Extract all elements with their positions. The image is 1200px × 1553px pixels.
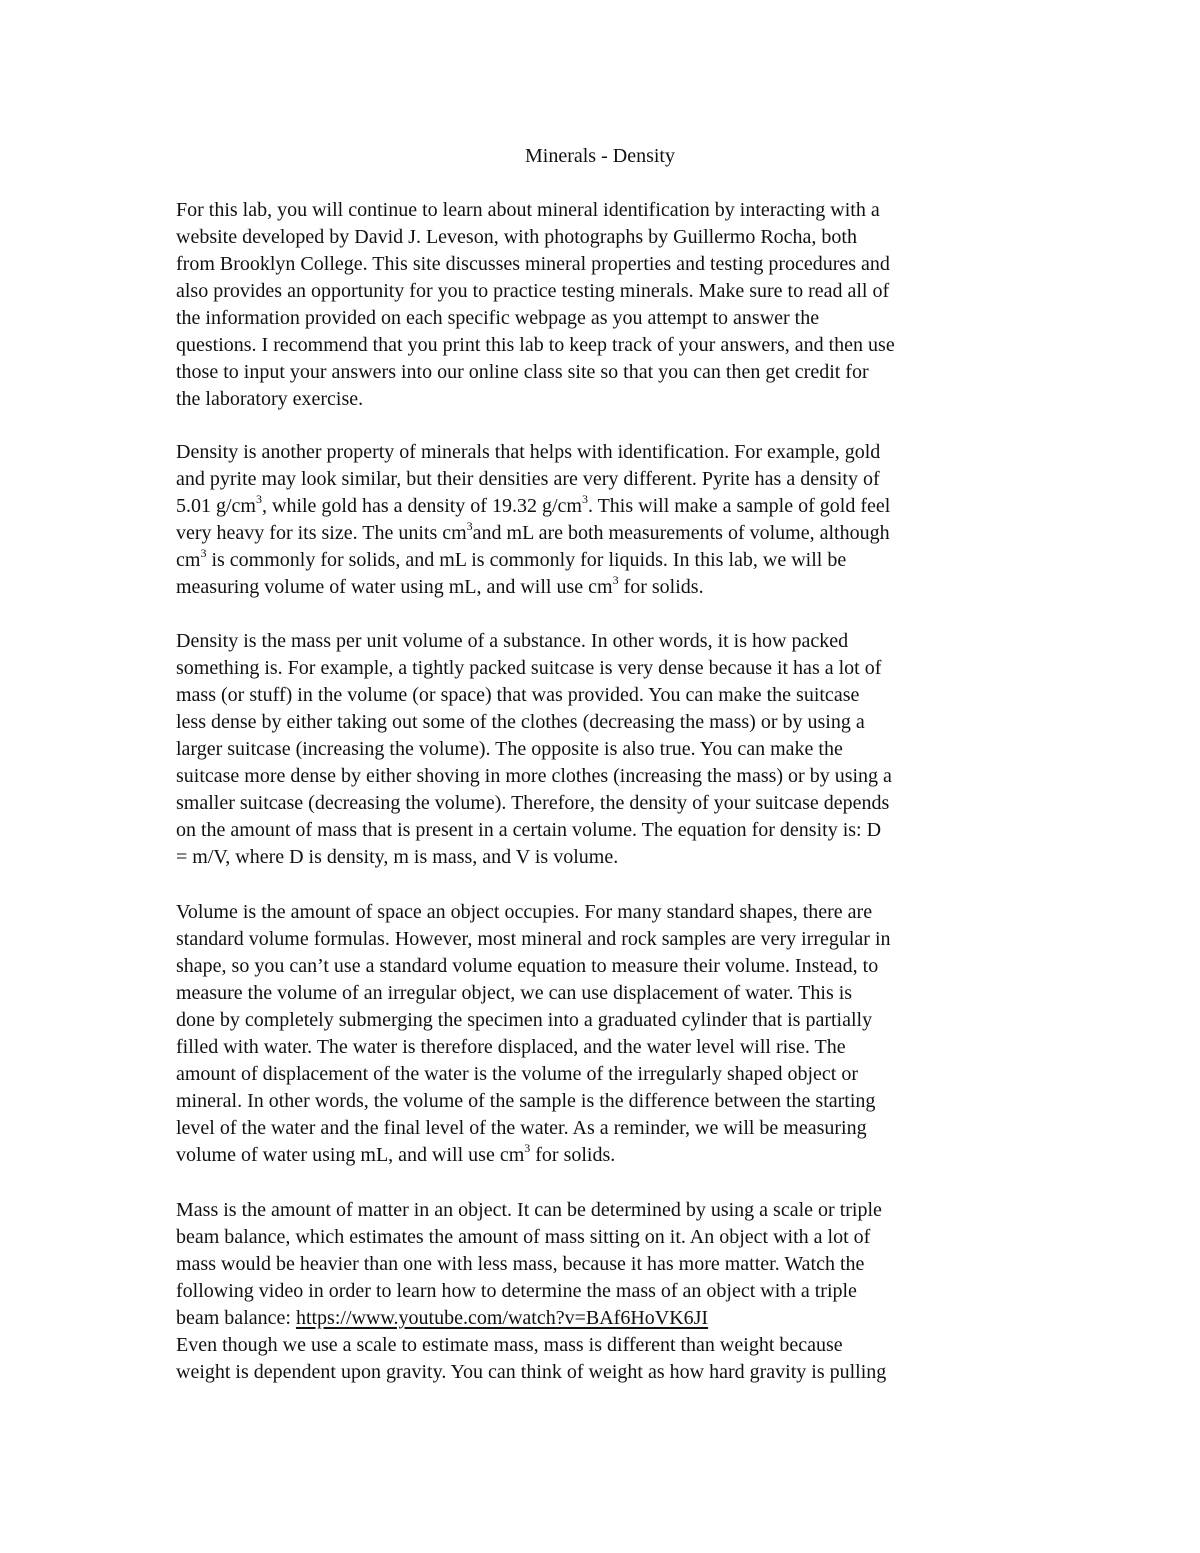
text-run: and mL are both measurements of volume, although [472,522,890,544]
text-line: less dense by either taking out some of the clothes (decreasing the mass) or by using a [176,711,865,733]
text-line: those to input your answers into our online class site so that you can then get credit for [176,361,869,383]
text-run: very heavy for its size. The units cm [176,522,467,544]
text-run: is commonly for solids, and mL is commonly for liquids. In this lab, we will be [206,549,847,571]
text-line: mass would be heavier than one with less mass, because it has more matter. Watch the [176,1253,865,1275]
text-line: also provides an opportunity for you to practice testing minerals. Make sure to read all of [176,280,890,302]
text-line: suitcase more dense by either shoving in more clothes (increasing the mass) or by using a [176,765,892,787]
text-run: for solids. [530,1144,616,1166]
text-line: something is. For example, a tightly packed suitcase is very dense because it has a lot of [176,657,882,679]
paragraph-density-intro [176,439,890,601]
text-line: level of the water and the final level of the water. As a reminder, we will be measuring [176,1117,867,1139]
text-run: volume of water using mL, and will use cm [176,1144,525,1166]
text-line: beam balance, which estimates the amount of mass sitting on it. An object with a lot of [176,1226,871,1248]
text-line: on the amount of mass that is present in a certain volume. The equation for density is: D [176,819,882,841]
page-title: Minerals - Density [525,145,675,167]
text-line: shape, so you can’t use a standard volume equation to measure their volume. Instead, to [176,955,879,977]
youtube-video-link[interactable]: https://www.youtube.com/watch?v=BAf6HoVK6JI [295,1307,709,1329]
paragraph-mass [176,1197,886,1386]
text-line: Density is another property of minerals that helps with identification. For example, gold [176,441,881,463]
text-run: beam balance: [176,1307,296,1329]
text-run: , while gold has a density of 19.32 g/cm [262,495,582,517]
text-line: Density is the mass per unit volume of a substance. In other words, it is how packed [176,630,849,652]
paragraph-density-definition [176,628,892,871]
paragraph-intro [176,197,895,413]
text-line: from Brooklyn College. This site discusses mineral properties and testing procedures and [176,253,890,275]
superscript: 3 [256,492,262,507]
text-run: . This will make a sample of gold feel [587,495,891,517]
text-line: the information provided on each specific webpage as you attempt to answer the [176,307,820,329]
text-line [176,574,890,601]
text-line: filled with water. The water is therefore displaced, and the water level will rise. The [176,1036,846,1058]
superscript: 3 [524,1141,531,1156]
paragraph-volume [176,899,891,1169]
text-line: and pyrite may look similar, but their densities are very different. Pyrite has a density of [176,468,880,490]
text-line: standard volume formulas. However, most mineral and rock samples are very irregular in [176,928,891,950]
text-run: for solids. [618,576,704,598]
text-line [176,493,890,520]
superscript: 3 [581,492,588,507]
superscript: 3 [466,519,473,534]
text-line: weight is dependent upon gravity. You can think of weight as how hard gravity is pulling [176,1361,887,1383]
text-line: Volume is the amount of space an object occupies. For many standard shapes, there are [176,901,873,923]
text-line: Mass is the amount of matter in an object. It can be determined by using a scale or triple [176,1199,882,1221]
text-line: website developed by David J. Leveson, with photographs by Guillermo Rocha, both [176,226,857,248]
superscript: 3 [612,573,619,588]
text-line [176,1142,891,1169]
text-line: the laboratory exercise. [176,388,364,410]
text-line: measure the volume of an irregular object, we can use displacement of water. This is [176,982,853,1004]
text-line: smaller suitcase (decreasing the volume). Therefore, the density of your suitcase depends [176,792,890,814]
text-line [176,1305,886,1332]
text-line: Even though we use a scale to estimate mass, mass is different than weight because [176,1334,843,1356]
text-run: cm [176,549,201,571]
text-line: done by completely submerging the specimen into a graduated cylinder that is partially [176,1009,873,1031]
text-line: = m/V, where D is density, m is mass, and V is volume. [176,846,619,868]
text-line: larger suitcase (increasing the volume). The opposite is also true. You can make the [176,738,843,760]
text-line [176,547,890,574]
text-run: measuring volume of water using mL, and will use cm [176,576,613,598]
text-run: 5.01 g/cm [176,495,256,517]
text-line: following video in order to learn how to determine the mass of an object with a triple [176,1280,857,1302]
text-line: amount of displacement of the water is the volume of the irregularly shaped object or [176,1063,859,1085]
text-line [176,520,890,547]
text-line: mass (or stuff) in the volume (or space) that was provided. You can make the suitcase [176,684,860,706]
text-line: For this lab, you will continue to learn about mineral identification by interacting with a [176,199,880,221]
text-line: questions. I recommend that you print this lab to keep track of your answers, and then use [176,334,895,356]
superscript: 3 [200,546,207,561]
text-line: mineral. In other words, the volume of the sample is the difference between the starting [176,1090,876,1112]
